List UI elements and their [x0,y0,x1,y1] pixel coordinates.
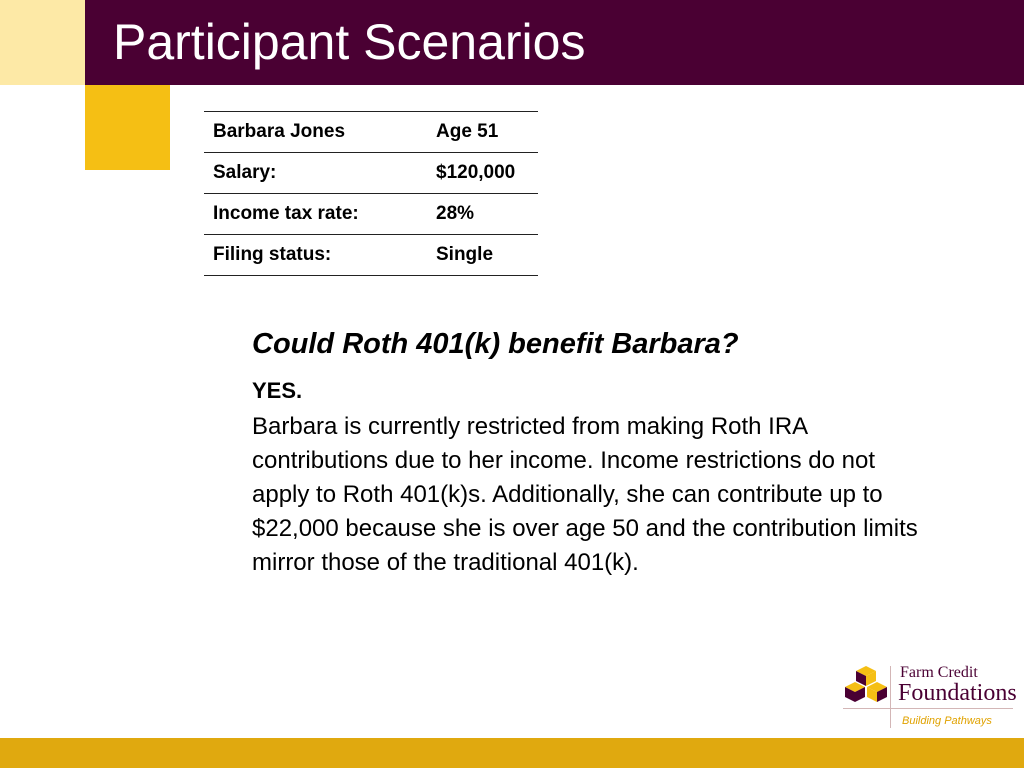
table-cell-label: Income tax rate: [204,194,427,235]
table-cell-value: Age 51 [427,112,538,153]
table-cell-label: Salary: [204,153,427,194]
table-cell-label: Barbara Jones [204,112,427,153]
table-row [204,153,538,194]
logo-divider-horizontal [843,708,1013,709]
bottom-accent-bar [0,738,1024,768]
decorative-gold-square [85,85,170,170]
question-heading: Could Roth 401(k) benefit Barbara? [252,328,739,360]
logo-text-foundations: Foundations [898,680,1017,706]
table-row [204,235,538,276]
answer-label: YES. [252,378,303,403]
table-cell-label: Filing status: [204,235,427,276]
table-cell-value: $120,000 [427,153,538,194]
table-cell-value: 28% [427,194,538,235]
table-cell-value: Single [427,235,538,276]
logo-divider-vertical [890,666,891,728]
cubes-logo-icon [843,664,889,706]
explanation-text: Barbara is currently restricted from making Roth IRA contributions due to her income. Income restrictions do not apply to Roth 401(k)s. Additionally, she can contribute up to $22,000 because she is over age 50 and the contribution limits mirror those of the traditional 401(k). [252,413,918,576]
table-row [204,194,538,235]
logo-tagline: Building Pathways [902,715,992,727]
table-row [204,112,538,153]
participant-info-table [204,111,538,276]
decorative-pale-square [0,0,85,85]
slide-title: Participant Scenarios [113,14,586,70]
logo-text-farm-credit: Farm Credit [900,664,978,681]
